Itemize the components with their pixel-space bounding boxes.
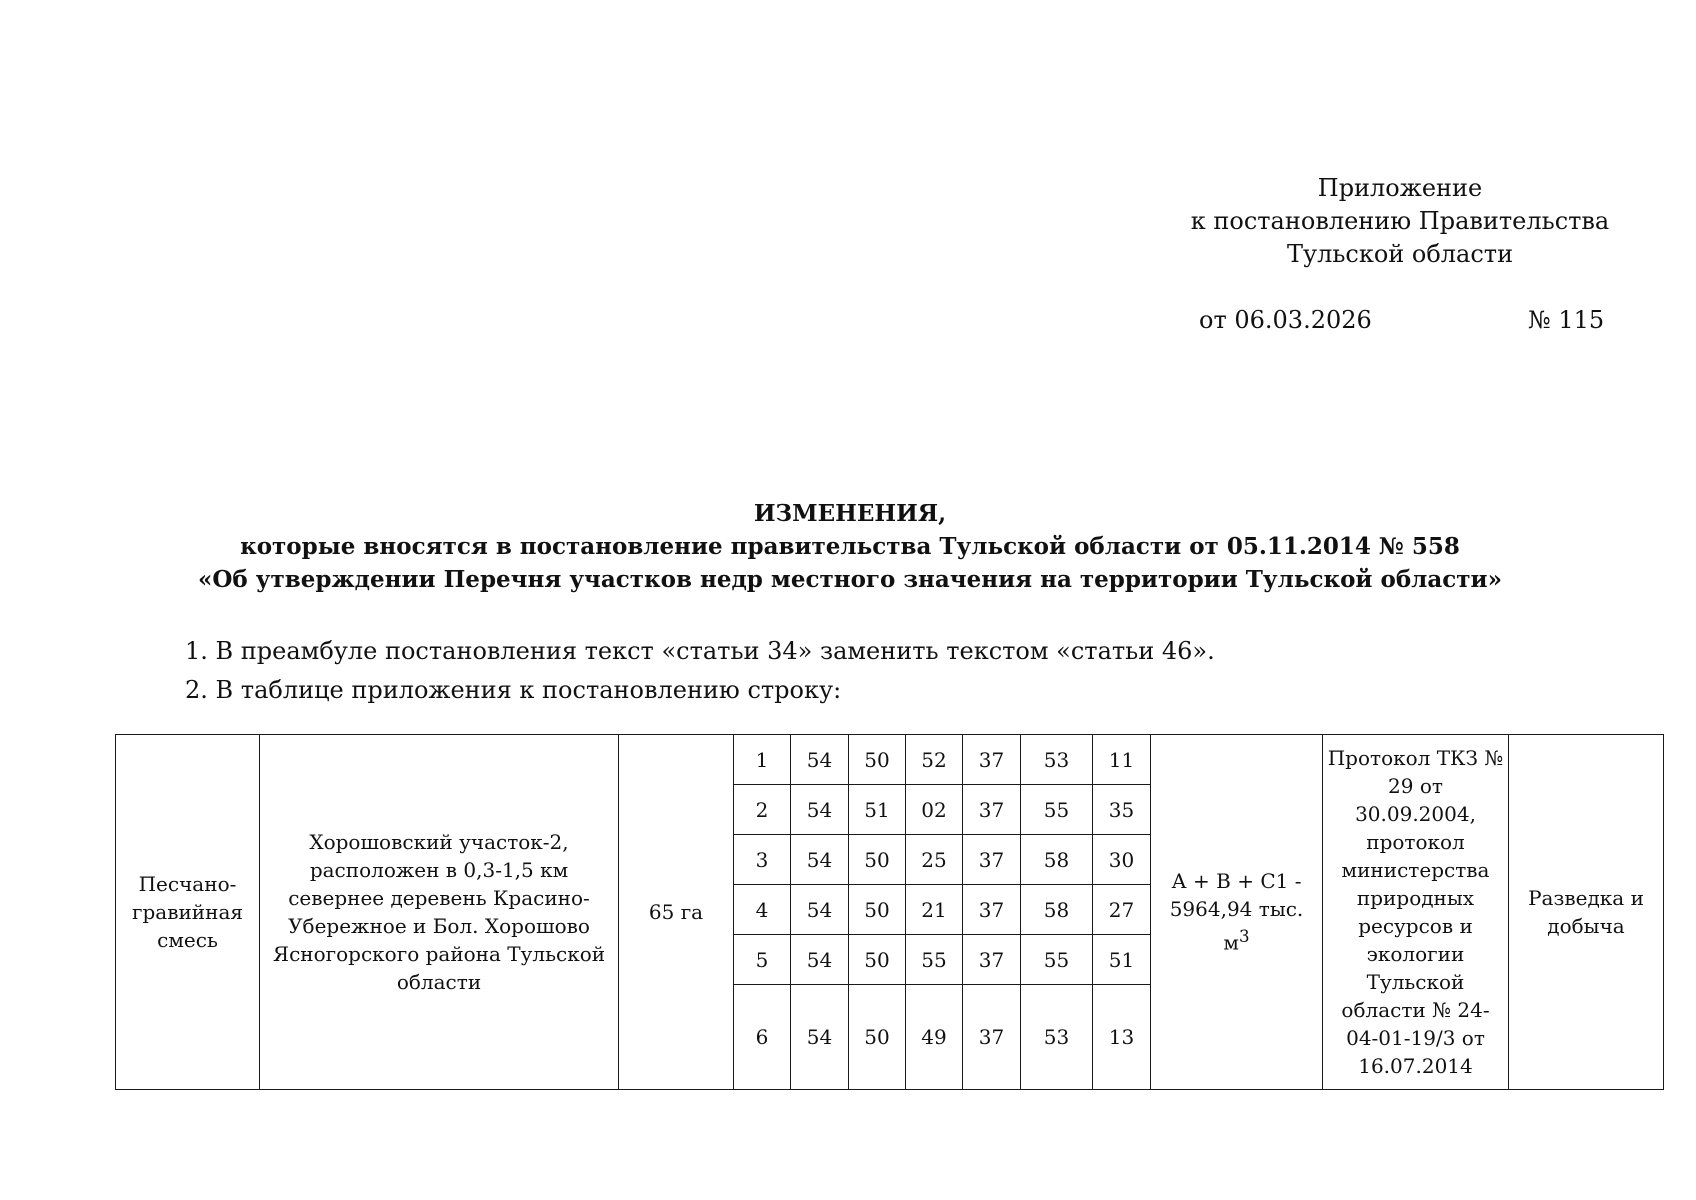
coord-cell: 55 (1021, 935, 1093, 985)
coord-cell: 54 (791, 785, 849, 835)
coord-cell: 27 (1093, 885, 1151, 935)
area-cell: 65 га (619, 735, 734, 1090)
coord-cell: 11 (1093, 735, 1151, 785)
coord-cell: 37 (963, 935, 1021, 985)
coord-cell: 50 (849, 835, 906, 885)
appendix-line-2: к постановлению Правительства (1190, 207, 1610, 235)
coord-cell: 4 (734, 885, 791, 935)
coord-cell: 37 (963, 835, 1021, 885)
usage-cell: Разведка и добыча (1509, 735, 1664, 1090)
coord-cell: 2 (734, 785, 791, 835)
coord-cell: 50 (849, 735, 906, 785)
coord-cell: 50 (849, 935, 906, 985)
protocol-cell: Протокол ТКЗ № 29 от 30.09.2004, протокол министерства природных ресурсов и экологии Тульской области № 24-04-01-19/3 от 16.07.2014 (1323, 735, 1509, 1090)
coord-cell: 58 (1021, 885, 1093, 935)
coord-cell: 25 (906, 835, 963, 885)
title-heading: ИЗМЕНЕНИЯ, (753, 500, 947, 527)
coord-cell: 54 (791, 985, 849, 1090)
coord-cell: 49 (906, 985, 963, 1090)
document-number: № 115 (1528, 306, 1605, 334)
coord-cell: 02 (906, 785, 963, 835)
document-title (150, 497, 1550, 596)
subsoil-sites-table (115, 734, 1664, 1090)
coord-cell: 54 (791, 935, 849, 985)
coord-cell: 55 (1021, 785, 1093, 835)
coord-cell: 37 (963, 785, 1021, 835)
coord-cell: 51 (849, 785, 906, 835)
coord-cell: 54 (791, 735, 849, 785)
table-row (116, 735, 1664, 785)
title-line-2: которые вносятся в постановление правительства Тульской области от 05.11.2014 № 558 (240, 533, 1460, 560)
coord-cell: 50 (849, 985, 906, 1090)
coord-cell: 35 (1093, 785, 1151, 835)
paragraph-2: 2. В таблице приложения к постановлению строку: (185, 676, 842, 704)
coord-cell: 1 (734, 735, 791, 785)
coord-cell: 30 (1093, 835, 1151, 885)
coord-cell: 52 (906, 735, 963, 785)
coord-cell: 54 (791, 885, 849, 935)
coord-cell: 6 (734, 985, 791, 1090)
title-line-3: «Об утверждении Перечня участков недр местного значения на территории Тульской области» (198, 566, 1502, 593)
coord-cell: 55 (906, 935, 963, 985)
coord-cell: 3 (734, 835, 791, 885)
coord-cell: 53 (1021, 735, 1093, 785)
reserves-line-1: А + В + С1 - (1171, 869, 1302, 894)
reserves-unit-superscript: 3 (1238, 927, 1250, 947)
coord-cell: 21 (906, 885, 963, 935)
document-date: от 06.03.2026 (1199, 306, 1372, 334)
appendix-line-1: Приложение (1317, 174, 1483, 202)
coord-cell: 5 (734, 935, 791, 985)
coord-cell: 13 (1093, 985, 1151, 1090)
coord-cell: 53 (1021, 985, 1093, 1090)
coord-cell: 37 (963, 985, 1021, 1090)
coord-cell: 58 (1021, 835, 1093, 885)
mineral-cell: Песчано-гравийная смесь (116, 735, 260, 1090)
reserves-line-2: 5964,94 тыс. м (1169, 897, 1304, 955)
paragraph-1: 1. В преамбуле постановления текст «статьи 34» заменить текстом «статьи 46». (185, 637, 1215, 665)
coord-cell: 54 (791, 835, 849, 885)
site-location-cell: Хорошовский участок-2, расположен в 0,3-1,5 км севернее деревень Красино-Убережное и Бол. Хорошово Ясногорского района Тульской области (260, 735, 619, 1090)
appendix-header (1180, 172, 1620, 271)
appendix-line-3: Тульской области (1286, 240, 1514, 268)
body-paragraphs (185, 632, 1215, 710)
reserves-cell (1151, 735, 1323, 1090)
coord-cell: 51 (1093, 935, 1151, 985)
coord-cell: 37 (963, 885, 1021, 935)
coord-cell: 37 (963, 735, 1021, 785)
coord-cell: 50 (849, 885, 906, 935)
